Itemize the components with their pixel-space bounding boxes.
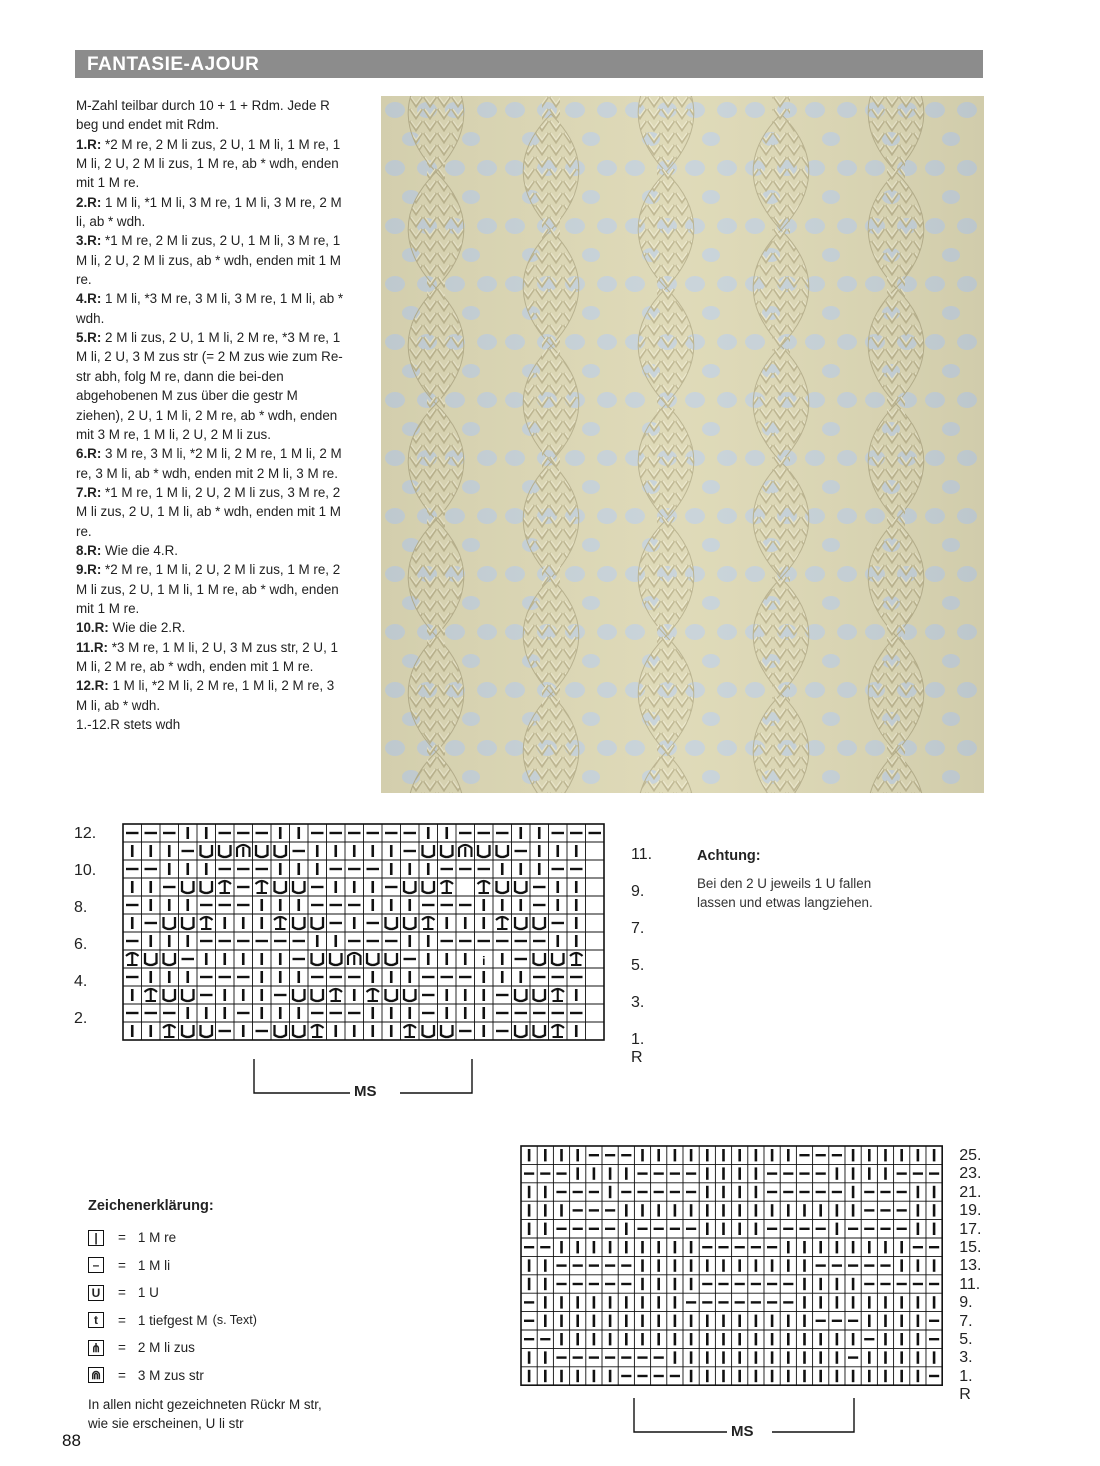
row-text: *1 M re, 2 M li zus, 2 U, 1 M li, 3 M re, 1 M li, 2 U, 2 M li zus, ab * wdh, enden mit 1 M re. [76, 233, 341, 288]
row-label: 2.R: [76, 194, 102, 210]
title-bar [75, 50, 983, 78]
chart-row-label: 7. [631, 920, 645, 937]
knitting-chart-main [74, 823, 653, 1100]
instructions [76, 96, 348, 734]
chart-row-label: 3. [959, 1349, 973, 1367]
chart-row-label: 11. [959, 1275, 981, 1293]
yarn-over-icon: U [88, 1285, 104, 1301]
chart-row-label: 13. [959, 1257, 982, 1275]
row-label: 9.R: [76, 562, 102, 578]
legend-item [88, 1307, 388, 1335]
row-text: Wie die 4.R. [101, 542, 178, 558]
legend-text: 1 tiefgest M [137, 1312, 208, 1328]
legend-text: 3 M zus str [137, 1367, 204, 1383]
legend-equals: = [118, 1230, 126, 1246]
chart-row-label: 5. [631, 957, 645, 974]
chart-row-label: 12. [74, 825, 97, 842]
chart-row-label: 4. [74, 973, 88, 990]
row-text: 2 M li zus, 2 U, 1 M li, 2 M re, *3 M re, 1 M li, 2 U, 3 M zus str (= 2 M zus wie zum Re-str abh, folg M re, dann die bei-den abgehobenen M zus über die gestr M ziehen), 2 U, 1 M li, 2 M re, ab * wdh, enden mit 3 M re, 1 M li, 2 U, 2 M li zus. [76, 330, 343, 442]
row-text: 1 M li, *2 M li, 2 M re, 1 M li, 2 M re, 3 M li, ab * wdh. [76, 678, 335, 713]
legend-note: (s. Text) [212, 1313, 257, 1328]
row-label: 8.R: [76, 542, 102, 558]
row-text: 3 M re, 3 M li, *2 M li, 2 M re, 1 M li, 2 M re, 3 M li, ab * wdh, enden mit 2 M li, 3 M re. [76, 446, 342, 481]
legend-footer: In allen nicht gezeichneten Rückr M str, wie sie erscheinen, U li str [88, 1397, 322, 1431]
legend-text: 1 M re [137, 1230, 177, 1246]
chart-row-label: 6. [74, 936, 88, 953]
row-label: 10.R: [76, 620, 109, 636]
instruction-row [76, 638, 348, 677]
chart-row-label: 25. [959, 1147, 982, 1164]
chart-row-label: 15. [959, 1239, 982, 1256]
instruction-row [76, 328, 348, 444]
instruction-row [76, 96, 348, 135]
legend-item [88, 1279, 388, 1307]
note-title: Achtung: [697, 848, 761, 864]
legend-text: 2 M li zus [137, 1340, 195, 1356]
chart-row-label: 3. [631, 994, 645, 1011]
instruction-row [76, 676, 348, 715]
chart-row-label: 23. [959, 1165, 982, 1183]
row-text: M-Zahl teilbar durch 10 + 1 + Rdm. Jede R beg und endet mit Rdm. [76, 98, 330, 133]
instruction-row [76, 135, 348, 193]
knitting-chart-secondary [520, 1145, 982, 1441]
legend-equals: = [118, 1257, 126, 1273]
row-text: 1 M li, *1 M li, 3 M re, 1 M li, 3 M re, 2 M li, ab * wdh. [76, 194, 342, 230]
instruction-row [76, 231, 348, 289]
chart-row-label: 8. [74, 899, 88, 916]
row-label: 4.R: [76, 291, 102, 307]
instruction-row [76, 560, 348, 618]
row-text: *1 M re, 1 M li, 2 U, 2 M li zus, 3 M re, 2 M li zus, 2 U, 1 M li, ab * wdh, enden mit 1 M re. [76, 484, 341, 539]
knit-stitch-icon: | [88, 1230, 104, 1246]
chart-row-label: 5. [959, 1331, 973, 1348]
chart-cell [482, 954, 485, 968]
legend-title: Zeichenerklärung: [88, 1198, 214, 1214]
knitting-photo [381, 96, 984, 793]
instruction-row [76, 618, 348, 637]
row-label: 12.R: [76, 678, 109, 694]
legend [88, 1198, 388, 1433]
dropped-stitch-icon: t [88, 1312, 104, 1328]
page-title: FANTASIE-AJOUR [87, 54, 260, 75]
legend-item [88, 1252, 388, 1280]
ms-label: MS [354, 1083, 377, 1100]
row-label: 1.R: [76, 136, 102, 152]
legend-item [88, 1362, 388, 1390]
row-text: Wie die 2.R. [108, 620, 186, 636]
legend-equals: = [118, 1367, 126, 1383]
chart-row-label: 19. [959, 1202, 982, 1220]
chart-row-label: 2. [74, 1010, 88, 1027]
row-text: 1 M li, *3 M re, 3 M li, 3 M re, 1 M li, ab * wdh. [76, 291, 344, 326]
row-text: *2 M re, 1 M li, 2 U, 2 M li zus, 1 M re, 2 M li zus, 2 U, 1 M li, 1 M re, ab * wdh, enden mit 1 M re. [76, 562, 341, 616]
row-label: 6.R: [76, 446, 102, 462]
row-text: *2 M re, 2 M li zus, 2 U, 1 M li, 1 M re, 1 M li, 2 U, 2 M li zus, 1 M re, ab * wdh, enden mit 1 M re. [76, 136, 341, 191]
instruction-row [76, 444, 348, 483]
row-label: 5.R: [76, 330, 102, 346]
chart-row-label: 10. [74, 862, 97, 879]
chart-row-label: 7. [959, 1312, 973, 1330]
legend-equals: = [118, 1340, 126, 1356]
svg-text:i: i [482, 954, 486, 968]
legend-text: 1 U [137, 1285, 159, 1301]
three-together-icon: ⋒ [88, 1367, 104, 1383]
instruction-row [76, 289, 348, 328]
chart-row-label: 21. [959, 1183, 982, 1201]
instruction-row [76, 541, 348, 560]
chart-row-label: 9. [959, 1294, 973, 1312]
row-label: 11.R: [76, 639, 109, 655]
page-number: 88 [62, 1431, 81, 1450]
purl-stitch-icon: – [88, 1257, 104, 1273]
row-text: *3 M re, 1 M li, 2 U, 3 M zus str, 2 U, 1 M li, 2 M re, ab * wdh, enden mit 1 M re. [76, 639, 338, 674]
instruction-row [76, 483, 348, 541]
instruction-row [76, 193, 348, 232]
row-text: 1.-12.R stets wdh [76, 717, 181, 732]
chart-row-label: 1. R [631, 1031, 645, 1066]
row-label: 3.R: [76, 233, 102, 249]
attention-note [697, 848, 897, 912]
legend-item [88, 1334, 388, 1362]
chart-row-label: 1. R [959, 1367, 973, 1403]
chart-row-label: 9. [631, 883, 645, 900]
purl-two-together-icon: ⋔ [88, 1340, 104, 1356]
legend-equals: = [118, 1312, 126, 1328]
instruction-row [76, 715, 348, 734]
legend-equals: = [118, 1285, 126, 1301]
chart-row-label: 11. [631, 846, 653, 863]
ms-label: MS [731, 1423, 754, 1441]
note-text: Bei den 2 U jeweils 1 U fallen lassen und etwas langziehen. [697, 876, 873, 910]
legend-item [88, 1224, 388, 1252]
chart-row-label: 17. [959, 1220, 982, 1238]
row-label: 7.R: [76, 484, 102, 500]
legend-text: 1 M li [137, 1257, 171, 1273]
